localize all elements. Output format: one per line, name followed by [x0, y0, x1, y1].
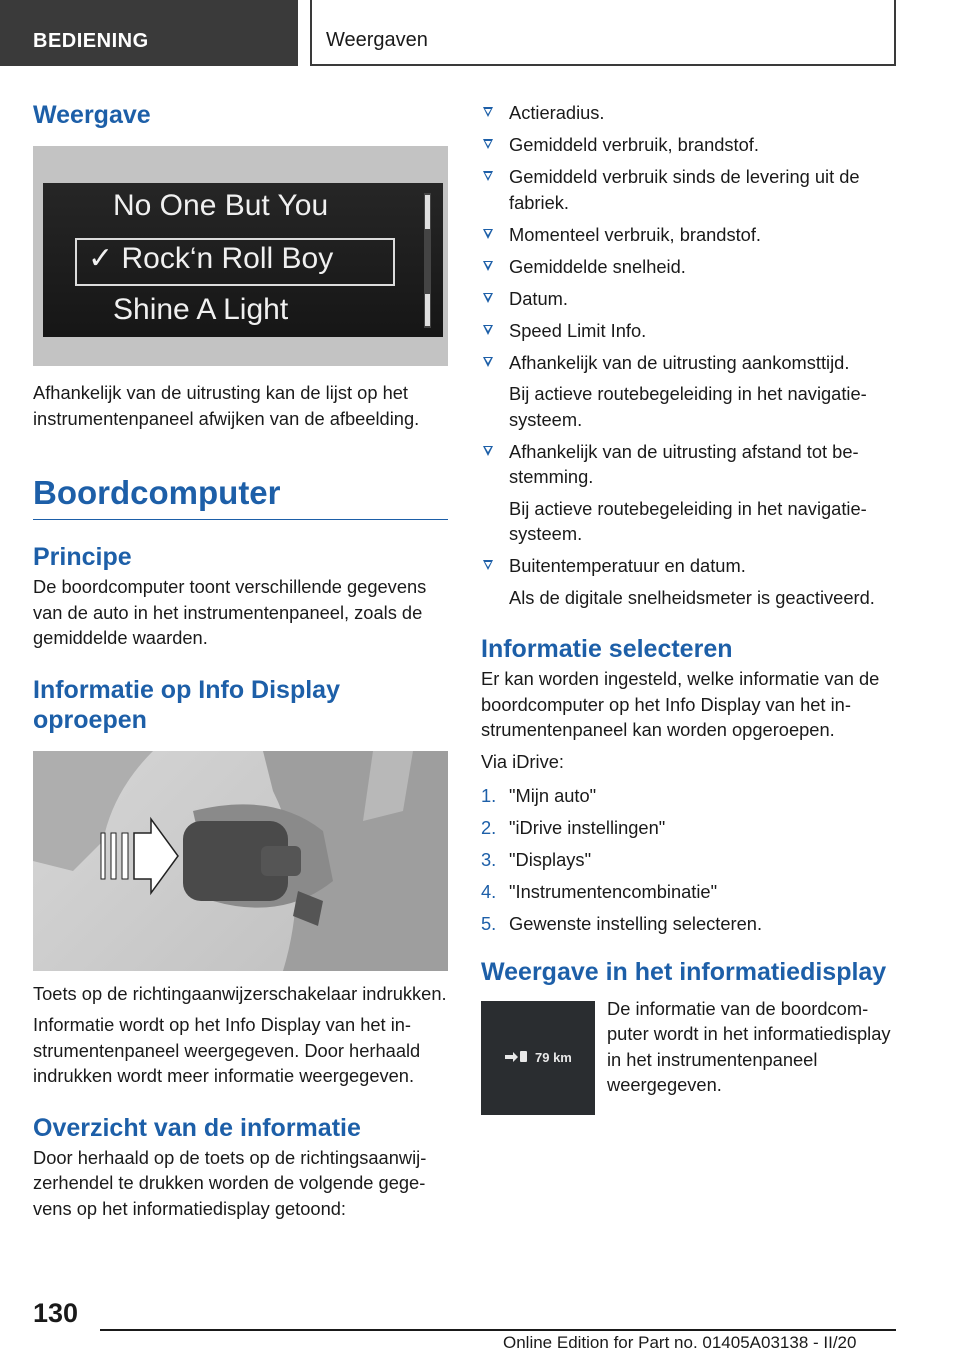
info-bullet-list — [481, 100, 896, 610]
text-selecteren: Er kan worden ingesteld, welke informatie van de boordcomputer op het Info Display van het instrumentenpaneel kan worden opgeroepen. — [481, 668, 880, 740]
text-overzicht: Door herhaald op de toets op de richtingsaanwijzerhendel te drukken worden de volgende gegevens op het informatiedisplay getoond: — [33, 1146, 427, 1219]
scroll-thumb — [425, 195, 430, 229]
triangle-bullet-icon — [483, 357, 493, 367]
list-item: 3. "Displays" — [481, 849, 592, 870]
figure-menu-list — [33, 146, 448, 366]
fuel-pump-icon — [520, 1051, 527, 1062]
text-principe: De boordcomputer toont verschillende gegevens van de auto in het instrumentenpaneel, zoals de gemiddelde waarden. — [33, 576, 427, 648]
heading-infodisplay: Weergave in het informatiedisplay — [481, 957, 887, 986]
heading-oproepen: Informatie op Info Display oproepen — [33, 675, 340, 734]
menu-row-1: No One But You — [113, 189, 329, 222]
caption-afhankelijk: Afhankelijk van de uitrusting kan de lijst op het instrumentenpaneel afwijken van de afbeelding. — [33, 382, 420, 429]
heading-principe: Principe — [33, 543, 132, 571]
list-item: Afhankelijk van de uitrusting afstand tot bestemming. Bij actieve routebegeleiding in het navigatiesysteem. — [481, 439, 896, 547]
header-chapter-tab — [310, 0, 896, 66]
list-item-note: Als de digitale snelheidsmeter is geactiveerd. — [509, 586, 875, 608]
menu-row-2-line — [88, 241, 333, 276]
triangle-bullet-icon — [483, 325, 493, 335]
list-item: 2. "iDrive instellingen" — [481, 817, 666, 838]
header-section-label: BEDIENING — [33, 30, 149, 52]
footer-divider — [100, 1329, 896, 1331]
menu-row-3: Shine A Light — [113, 293, 289, 326]
left-column — [33, 100, 448, 1221]
triangle-bullet-icon — [483, 139, 493, 149]
text-toets: Toets op de richtingaanwijzerschakelaar indrukken. — [33, 982, 447, 1004]
heading-overzicht: Overzicht van de informatie — [33, 1113, 361, 1142]
range-display-illustration — [481, 1001, 595, 1115]
triangle-bullet-icon — [483, 261, 493, 271]
list-item: 4. "Instrumentencombinatie" — [481, 881, 718, 902]
scroll-thumb-lower — [425, 294, 430, 326]
list-item-note: Bij actieve routebegeleiding in het navigatiesysteem. — [509, 497, 867, 544]
heading-weergave: Weergave — [33, 101, 151, 129]
heading-boordcomputer: Boordcomputer — [33, 473, 448, 520]
heading-selecteren: Informatie selecteren — [481, 635, 733, 663]
triangle-bullet-icon — [483, 446, 493, 456]
menu-row-2: Rock‘n Roll Boy — [121, 242, 334, 275]
footer-edition: Online Edition for Part no. 01405A03138 - II/20 — [503, 1333, 857, 1352]
list-item: Speed Limit Info. — [481, 318, 896, 344]
idrive-steps — [481, 783, 896, 937]
triangle-bullet-icon — [483, 560, 493, 570]
stalk-illustration — [33, 751, 448, 971]
header-chapter-label: Weergaven — [326, 29, 428, 51]
menu-screen — [43, 183, 443, 337]
figure-turn-signal-stalk — [33, 751, 448, 971]
list-item: Gemiddeld verbruik, brandstof. — [481, 132, 896, 158]
check-icon: ✓ — [88, 242, 114, 275]
list-item: Datum. — [481, 286, 896, 312]
list-item-note: Bij actieve routebegeleiding in het navigatiesysteem. — [509, 383, 867, 430]
list-item: Momenteel verbruik, brandstof. — [481, 222, 896, 248]
text-via-idrive: Via iDrive: — [481, 750, 564, 772]
triangle-bullet-icon — [483, 229, 493, 239]
header-section-tab — [0, 0, 298, 66]
list-item: 1. "Mijn auto" — [481, 785, 597, 806]
triangle-bullet-icon — [483, 293, 493, 303]
list-item: Gemiddeld verbruik sinds de levering uit de fabriek. — [481, 164, 896, 215]
triangle-bullet-icon — [483, 107, 493, 117]
list-item: 5. Gewenste instelling selecteren. — [481, 913, 763, 934]
right-column — [481, 100, 896, 1121]
list-item: Afhankelijk van de uitrusting aankomsttijd. Bij actieve routebegeleiding in het navigatiesysteem. — [481, 350, 896, 433]
list-item: Buitentemperatuur en datum. Als de digitale snelheidsmeter is geactiveerd. — [481, 553, 896, 610]
infodisplay-block — [481, 997, 896, 1121]
list-item: Actieradius. — [481, 100, 896, 126]
range-value: 79 km — [535, 1049, 572, 1065]
text-info-display: Informatie wordt op het Info Display van het instrumentenpaneel weergegeven. Door herhaald indrukken wordt meer informatie weergegeven. — [33, 1014, 421, 1086]
page-number: 130 — [33, 1298, 79, 1328]
list-item: Gemiddelde snelheid. — [481, 254, 896, 280]
triangle-bullet-icon — [483, 171, 493, 181]
figure-info-display — [481, 1001, 595, 1115]
text-infodisplay: De informatie van de boordcomputer wordt in het informatiedisplay in het instrumentenpaneel weergegeven. — [607, 997, 891, 1095]
range-arrow-icon — [505, 1052, 518, 1062]
